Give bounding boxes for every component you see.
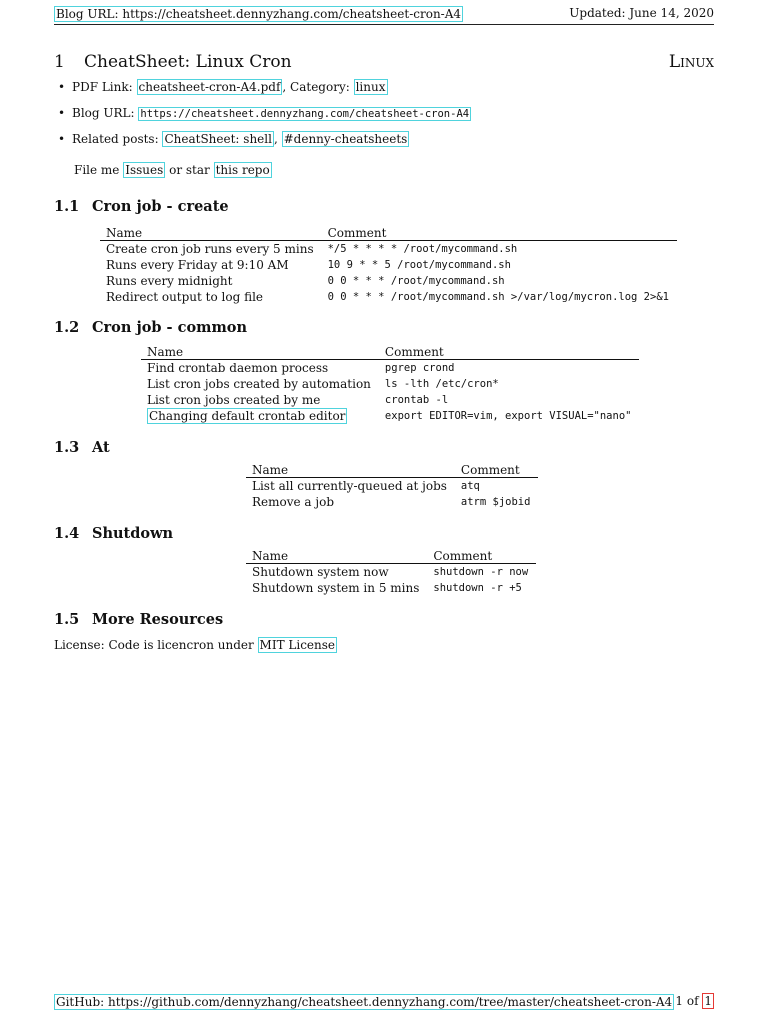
column-header: Name (246, 461, 455, 478)
issues-link[interactable]: Issues (125, 163, 164, 177)
table-cell-comment: 0 0 * * * /root/mycommand.sh (327, 275, 505, 287)
table-cell-comment: pgrep crond (384, 362, 455, 374)
table-cell-name: Runs every midnight (106, 274, 233, 288)
subsection-heading (54, 439, 110, 456)
table-cell-name: List all currently-queued at jobs (252, 479, 447, 493)
table-cell-comment: ls -lth /etc/cron* (384, 378, 499, 390)
column-header: Comment (455, 461, 539, 478)
subsection-number: 1.4 (54, 525, 80, 542)
table-cell-comment: 0 0 * * * /root/mycommand.sh >/var/log/mycron.log 2>&1 (327, 291, 669, 303)
column-header: Comment (322, 224, 677, 241)
table-row (100, 289, 677, 305)
table-cell-name: Runs every Friday at 9:10 AM (106, 258, 289, 272)
links-list (54, 80, 471, 158)
table-row (246, 494, 538, 510)
page-footer (54, 994, 714, 1012)
table-cell-name: Remove a job (252, 495, 335, 509)
subsection-title: Shutdown (92, 525, 174, 542)
page-title (54, 52, 714, 72)
file-issue-line (74, 163, 272, 177)
table-cell-comment: 10 9 * * 5 /root/mycommand.sh (327, 259, 511, 271)
subsection-number: 1.3 (54, 439, 80, 456)
fileme-middle: or star (169, 163, 210, 177)
table-cell-comment: export EDITOR=vim, export VISUAL="nano" (384, 410, 632, 422)
category-link[interactable]: linux (355, 80, 386, 94)
related-cheatsheets-link[interactable]: #denny-cheatsheets (283, 132, 408, 146)
table-header-row (246, 547, 536, 564)
subsection-title: At (92, 439, 110, 456)
mit-license-link[interactable]: MIT License (259, 638, 336, 652)
blog-url-header-link[interactable]: Blog URL: https://cheatsheet.dennyzhang.com/cheatsheet-cron-A4 (56, 7, 462, 21)
table-cell-name: Create cron job runs every 5 mins (106, 242, 314, 256)
list-item (72, 132, 471, 158)
pdf-link[interactable]: cheatsheet-cron-A4.pdf (138, 80, 281, 94)
table-row (141, 408, 639, 424)
fileme-prefix: File me (74, 163, 120, 177)
subsection-heading (54, 525, 173, 542)
subsection-title: Cron job - create (92, 198, 229, 215)
cron-create-table (100, 224, 677, 305)
page-header (54, 6, 714, 25)
table-row (141, 360, 639, 377)
subsection-number: 1.1 (54, 198, 80, 215)
github-link[interactable]: GitHub: https://github.com/dennyzhang/cheatsheet.dennyzhang.com/tree/master/cheatsheet-cron-A4 (56, 995, 673, 1009)
subsection-heading (54, 319, 247, 336)
related-prefix: Related posts: (72, 132, 159, 146)
table-header-row (246, 461, 538, 478)
table-cell-comment: */5 * * * * /root/mycommand.sh (327, 243, 518, 255)
subsection-heading (54, 198, 229, 215)
subsection-title: More Resources (92, 611, 224, 628)
section-title: CheatSheet: Linux Cron (84, 52, 292, 72)
table-cell-name: List cron jobs created by me (147, 393, 321, 407)
pdf-prefix: PDF Link: (72, 80, 133, 94)
table-row (246, 478, 538, 495)
table-header-row (141, 343, 639, 360)
cron-common-table (141, 343, 639, 424)
column-header: Name (141, 343, 379, 360)
table-cell-name: Redirect output to log file (106, 290, 264, 304)
list-item (72, 106, 471, 132)
table-row (141, 376, 639, 392)
page-total-link[interactable]: 1 (704, 994, 712, 1008)
license-line (54, 638, 337, 652)
related-separator: , (273, 132, 278, 146)
table-row (100, 257, 677, 273)
page-number (675, 994, 714, 1008)
at-table (246, 461, 538, 510)
table-cell-comment: atq (460, 480, 480, 492)
subsection-number: 1.5 (54, 611, 80, 628)
category-prefix: , Category: (282, 80, 350, 94)
table-row (100, 241, 677, 258)
table-header-row (100, 224, 677, 241)
license-prefix: License: Code is licencron under (54, 638, 254, 652)
updated-date: Updated: June 14, 2020 (569, 6, 714, 20)
column-header: Name (246, 547, 427, 564)
list-item (72, 80, 471, 106)
table-cell-comment: shutdown -r now (433, 566, 529, 578)
page-prefix: 1 of (675, 994, 699, 1008)
blog-link[interactable]: https://cheatsheet.dennyzhang.com/cheatsheet-cron-A4 (140, 108, 470, 120)
subsection-number: 1.2 (54, 319, 80, 336)
repo-link[interactable]: this repo (215, 163, 270, 177)
blog-prefix: Blog URL: (72, 106, 135, 120)
table-cell-name: List cron jobs created by automation (147, 377, 371, 391)
subsection-heading (54, 611, 223, 628)
column-header: Comment (427, 547, 536, 564)
table-row (246, 564, 536, 581)
column-header: Name (100, 224, 322, 241)
table-row (141, 392, 639, 408)
section-number: 1 (54, 52, 65, 72)
column-header: Comment (379, 343, 640, 360)
table-row (100, 273, 677, 289)
table-cell-comment: atrm $jobid (460, 496, 531, 508)
category-label: Linux (668, 52, 714, 72)
shutdown-table (246, 547, 536, 596)
table-cell-name (141, 408, 379, 424)
related-shell-link[interactable]: CheatSheet: shell (164, 132, 272, 146)
table-cell-comment: shutdown -r +5 (433, 582, 522, 594)
table-row (246, 580, 536, 596)
table-cell-name: Find crontab daemon process (147, 361, 329, 375)
table-cell-name: Shutdown system now (252, 565, 389, 579)
changing-editor-link[interactable]: Changing default crontab editor (149, 409, 346, 423)
table-cell-comment: crontab -l (384, 394, 449, 406)
table-cell-name: Shutdown system in 5 mins (252, 581, 420, 595)
subsection-title: Cron job - common (92, 319, 248, 336)
